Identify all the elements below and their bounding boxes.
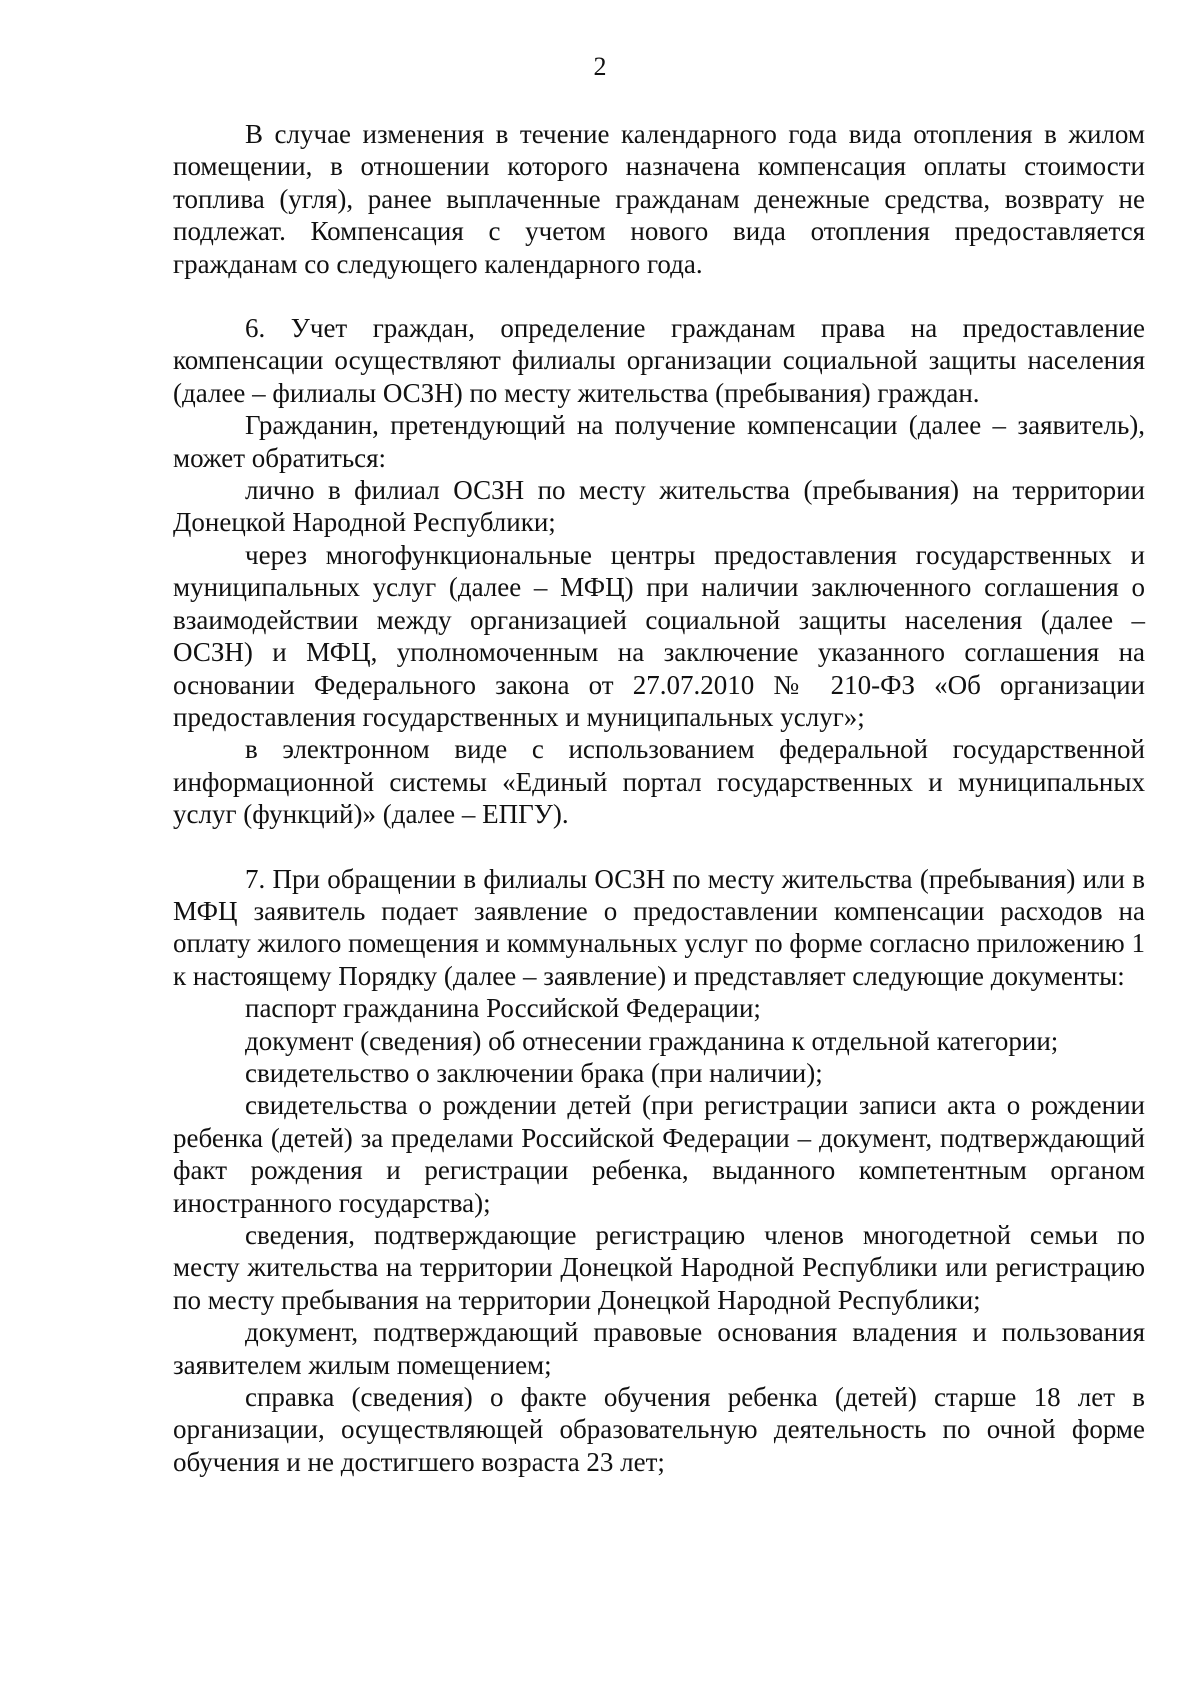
paragraph-electronic: в электронном виде с использованием федеральной государственной информационной системы «Единый портал государственных и муниципальных услуг (функций)» (далее – ЕПГУ). — [173, 734, 1145, 830]
page-number: 2 — [593, 52, 607, 81]
list-item-passport: паспорт гражданина Российской Федерации; — [245, 993, 761, 1024]
list-item-housing-rights: документ, подтверждающий правовые основания владения и пользования заявителем жилым помещением; — [173, 1317, 1145, 1380]
document-body — [173, 118, 1145, 1478]
list-item-category-document: документ (сведения) об отнесении гражданина к отдельной категории; — [245, 1025, 1059, 1056]
paragraph-in-person: лично в филиал ОСЗН по месту жительства (пребывания) на территории Донецкой Народной Республики; — [173, 475, 1145, 538]
paragraph-item-7: 7. При обращении в филиалы ОСЗН по месту жительства (пребывания) или в МФЦ заявитель подает заявление о предоставлении компенсации расходов на оплату жилого помещения и коммунальных услуг по форме согласно приложению 1 к настоящему Порядку (далее – заявление) и представляет следующие документы: — [173, 863, 1145, 991]
list-item-birth-certificates: свидетельства о рождении детей (при регистрации записи акта о рождении ребенка (детей) за пределами Российской Федерации – документ, подтверждающий факт рождения и регистрации ребенка, выданного компетентным органом иностранного государства); — [173, 1090, 1145, 1218]
list-item-marriage-certificate: свидетельство о заключении брака (при наличии); — [245, 1057, 823, 1088]
paragraph-mfc: через многофункциональные центры предоставления государственных и муниципальных услуг (далее – МФЦ) при наличии заключенного соглашения о взаимодействии между организацией социальной защиты населения (далее – ОСЗН) и МФЦ, уполномоченным на заключение указанного соглашения на основании Федерального закона от 27.07.2010 № 210-ФЗ «Об организации предоставления государственных и муниципальных услуг»; — [173, 539, 1145, 732]
paragraph-item-6: 6. Учет граждан, определение гражданам права на предоставление компенсации осуществляют филиалы организации социальной защиты населения (далее – филиалы ОСЗН) по месту жительства (пребывания) граждан. — [173, 313, 1145, 408]
list-item-education-certificate: справка (сведения) о факте обучения ребенка (детей) старше 18 лет в организации, осуществляющей образовательную деятельность по очной форме обучения и не достигшего возраста 23 лет; — [173, 1382, 1145, 1477]
paragraph-applicant: Гражданин, претендующий на получение компенсации (далее – заявитель), может обратиться: — [173, 410, 1145, 473]
list-item-registration: сведения, подтверждающие регистрацию членов многодетной семьи по месту жительства на территории Донецкой Народной Республики или регистрацию по месту пребывания на территории Донецкой Народной Республики; — [173, 1220, 1145, 1315]
paragraph-heating-change: В случае изменения в течение календарного года вида отопления в жилом помещении, в отношении которого назначена компенсация оплаты стоимости топлива (угля), ранее выплаченные гражданам денежные средства, возврату не подлежат. Компенсация с учетом нового вида отопления предоставляется гражданам со следующего календарного года. — [173, 119, 1145, 279]
